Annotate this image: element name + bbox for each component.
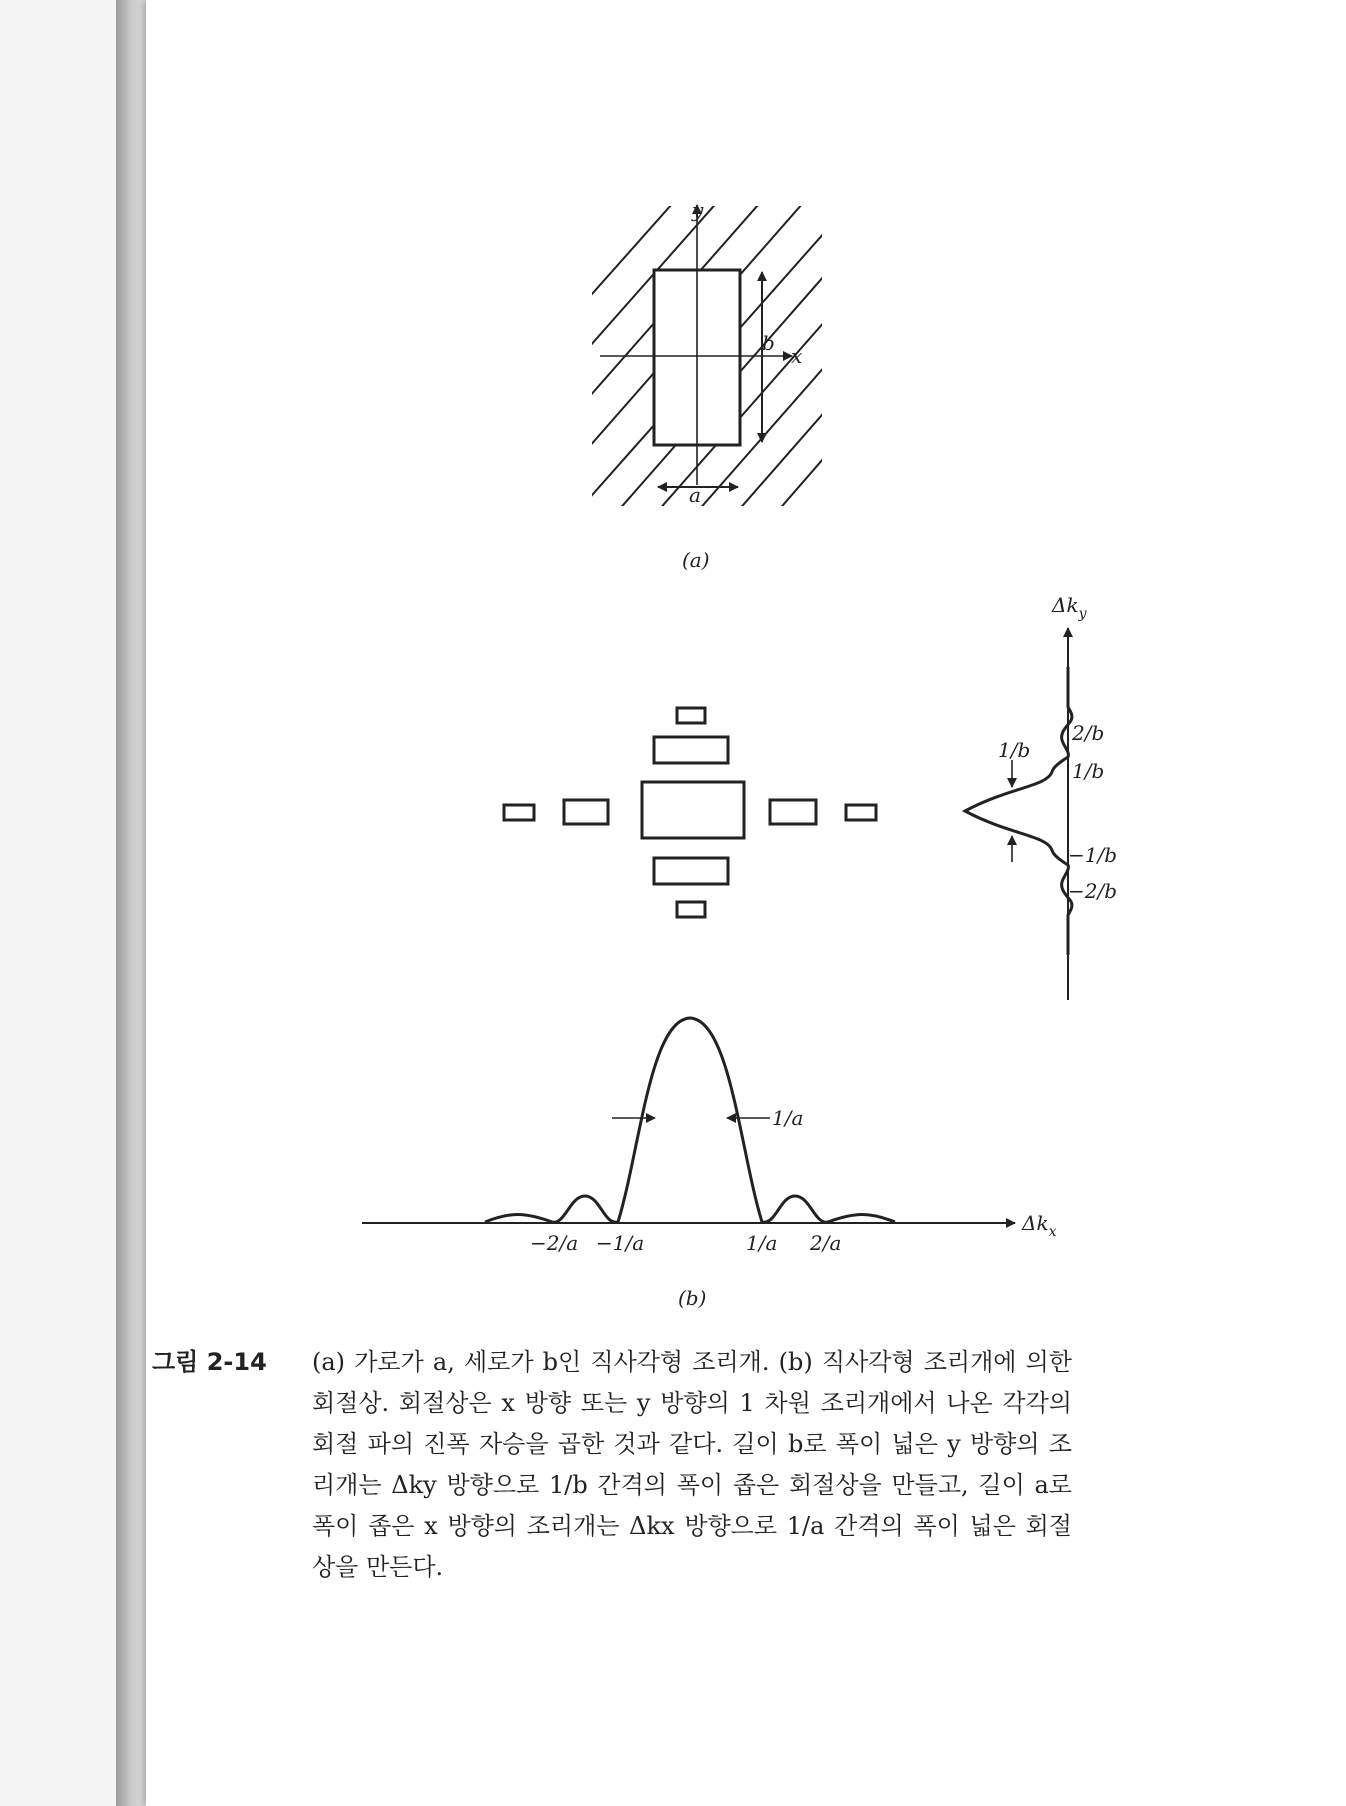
x-axis-label: x xyxy=(791,344,803,368)
kx-axis-label: $\Delta k_x$ xyxy=(1022,1211,1057,1240)
ky-tick-neg1b: −1/b xyxy=(1068,843,1118,867)
spot-top-2 xyxy=(677,708,705,723)
kx-tick-1a: 1/a xyxy=(746,1231,778,1255)
figure-a-sublabel: (a) xyxy=(682,548,710,572)
ky-intensity-curve xyxy=(965,667,1072,955)
spot-right-1 xyxy=(770,800,816,824)
kx-intensity-curve xyxy=(485,1018,895,1222)
ky-tick-neg2b: −2/b xyxy=(1068,879,1118,903)
height-label: b xyxy=(762,331,775,355)
width-label: a xyxy=(689,483,701,507)
ky-axis-label: $\Delta k_y$ xyxy=(1052,593,1087,622)
ky-width-label: 1/b xyxy=(998,738,1031,762)
diffraction-pattern-2d xyxy=(504,708,876,917)
ky-tick-1b: 1/b xyxy=(1072,759,1105,783)
ky-profile xyxy=(965,593,1117,1000)
kx-tick-neg1a: −1/a xyxy=(596,1231,645,1255)
figure-number: 그림 2-14 xyxy=(152,1348,267,1376)
spot-bottom-2 xyxy=(677,902,705,917)
ky-tick-2b: 2/b xyxy=(1072,721,1105,745)
figure-a-aperture xyxy=(560,150,870,572)
y-axis-label: y xyxy=(692,198,704,222)
spot-left-1 xyxy=(564,800,608,824)
kx-tick-neg2a: −2/a xyxy=(530,1231,579,1255)
figure-b-sublabel: (b) xyxy=(678,1286,707,1310)
spot-left-2 xyxy=(504,805,534,820)
central-maximum xyxy=(642,782,744,838)
caption-text: (a) 가로가 a, 세로가 b인 직사각형 조리개. (b) 직사각형 조리개에 의한 회절상. 회절상은 x 방향 또는 y 방향의 1 차원 조리개에서 나온 각각의 회절 파의 진폭 자승을 곱한 것과 같다. 길이 b로 폭이 넓은 y 방향의 조리개는 Δky 방향으로 1/b 간격의 폭이 좁은 회절상을 만들고, 길이 a로 폭이 좁은 x 방향의 조리개는 Δkx 방향으로 1/a 간격의 폭이 넓은 회절상을 만든다. xyxy=(312,1348,1072,1581)
spot-top-1 xyxy=(654,737,728,763)
spot-bottom-1 xyxy=(654,858,728,884)
kx-width-label: 1/a xyxy=(772,1106,804,1130)
spot-right-2 xyxy=(846,805,876,820)
kx-profile xyxy=(362,1018,1057,1310)
kx-tick-2a: 2/a xyxy=(810,1231,842,1255)
